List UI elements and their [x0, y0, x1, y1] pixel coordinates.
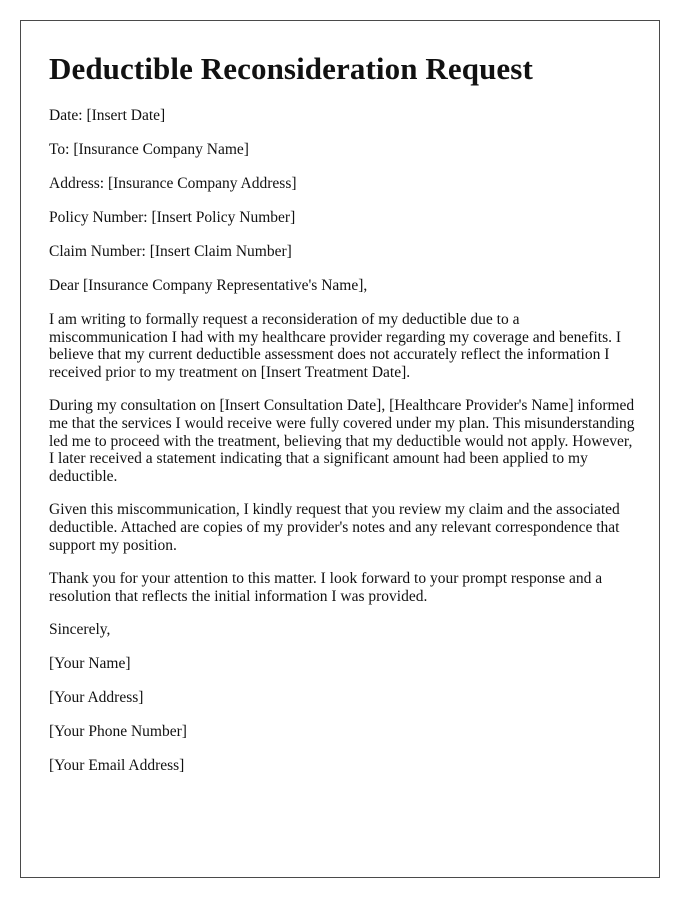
letter-title: Deductible Reconsideration Request [49, 51, 533, 86]
body-paragraph-review: Given this miscommunication, I kindly request that you review my claim and the associated deductible. Attached are copies of my provider's notes and any relevant correspondence that support my position. [49, 501, 620, 554]
body-paragraph-request: I am writing to formally request a reconsideration of my deductible due to a miscommunication I had with my healthcare provider regarding my coverage and benefits. I believe that my current deductible assessment does not accurately reflect the information I received prior to my treatment on [Insert Treatment Date]. [49, 311, 622, 381]
signature-phone: [Your Phone Number] [49, 723, 187, 741]
policy-number-line: Policy Number: [Insert Policy Number] [49, 209, 296, 226]
closing: Sincerely, [49, 621, 111, 639]
body-paragraph-consultation: During my consultation on [Insert Consultation Date], [Healthcare Provider's Name] informed me that the services I would receive were fully covered under my plan. This misunderstanding led me to proceed with the treatment, believing that my deductible would not apply. However, I later received a statement indicating that a significant amount had been applied to my deductible. [49, 397, 635, 485]
signature-email: [Your Email Address] [49, 757, 185, 775]
signature-address: [Your Address] [49, 689, 144, 707]
address-line: Address: [Insurance Company Address] [49, 175, 297, 192]
salutation: Dear [Insurance Company Representative's Name], [49, 277, 368, 294]
letter-page [20, 20, 660, 878]
claim-number-line: Claim Number: [Insert Claim Number] [49, 243, 292, 260]
letter-content [49, 49, 635, 791]
date-line: Date: [Insert Date] [49, 107, 166, 124]
body-paragraph-thanks: Thank you for your attention to this matter. I look forward to your prompt response and a resolution that reflects the initial information I was provided. [49, 570, 603, 605]
signature-name: [Your Name] [49, 655, 131, 673]
recipient-line: To: [Insurance Company Name] [49, 141, 249, 158]
